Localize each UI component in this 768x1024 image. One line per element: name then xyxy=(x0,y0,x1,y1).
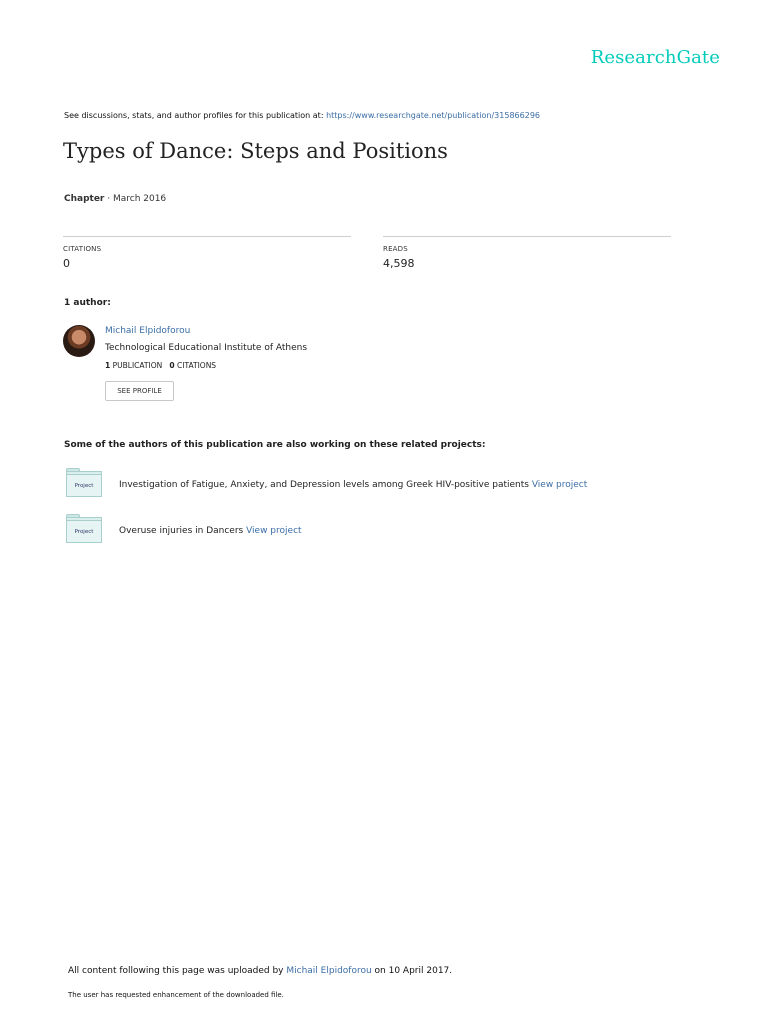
author-publications-label: PUBLICATION xyxy=(110,361,163,370)
author-citations-label: CITATIONS xyxy=(174,361,217,370)
reads-label: READS xyxy=(383,245,408,253)
publication-type: Chapter xyxy=(64,194,105,204)
upload-prefix: All content following this page was uploaded by xyxy=(68,966,287,976)
project-title: Overuse injuries in Dancers xyxy=(119,526,247,536)
view-project-link[interactable]: View project xyxy=(531,480,588,490)
publication-meta xyxy=(64,194,166,204)
author-publications-count: 1 xyxy=(105,361,111,370)
publication-date: · March 2016 xyxy=(104,194,167,204)
author-name-link[interactable]: Michail Elpidoforou xyxy=(105,326,191,336)
enhancement-notice: The user has requested enhancement of the downloaded file. xyxy=(68,991,284,999)
project-folder-icon xyxy=(66,468,102,497)
author-institution: Technological Educational Institute of Athens xyxy=(105,343,308,353)
citations-label: CITATIONS xyxy=(63,245,102,253)
uploader-link[interactable]: Michail Elpidoforou xyxy=(286,966,372,976)
project-description xyxy=(119,526,302,536)
researchgate-logo[interactable]: ResearchGate xyxy=(590,47,720,68)
author-avatar[interactable] xyxy=(63,325,95,357)
view-project-link[interactable]: View project xyxy=(246,526,302,536)
authors-heading: 1 author: xyxy=(64,298,111,308)
author-card xyxy=(63,325,563,405)
project-folder-icon xyxy=(66,514,102,543)
citations-stat xyxy=(63,236,351,270)
author-stats xyxy=(105,361,216,370)
upload-notice xyxy=(68,966,452,976)
project-title: Investigation of Fatigue, Anxiety, and Depression levels among Greek HIV-positive patients xyxy=(119,480,532,490)
project-item xyxy=(66,468,706,498)
publication-title: Types of Dance: Steps and Positions xyxy=(63,139,448,163)
project-description xyxy=(119,480,587,490)
see-profile-button[interactable]: SEE PROFILE xyxy=(105,381,174,401)
citations-value: 0 xyxy=(63,257,70,270)
publication-link[interactable]: https://www.researchgate.net/publication/315866296 xyxy=(326,111,540,120)
upload-suffix: on 10 April 2017. xyxy=(371,966,453,976)
author-citations-count: 0 xyxy=(169,361,175,370)
discussion-line xyxy=(64,111,540,120)
reads-value: 4,598 xyxy=(383,257,415,270)
projects-heading: Some of the authors of this publication are also working on these related projects: xyxy=(64,440,486,450)
discussion-text: See discussions, stats, and author profiles for this publication at: xyxy=(64,111,327,120)
project-item xyxy=(66,514,706,544)
project-folder-label: Project xyxy=(66,520,102,543)
reads-stat xyxy=(383,236,671,270)
project-folder-label: Project xyxy=(66,474,102,497)
